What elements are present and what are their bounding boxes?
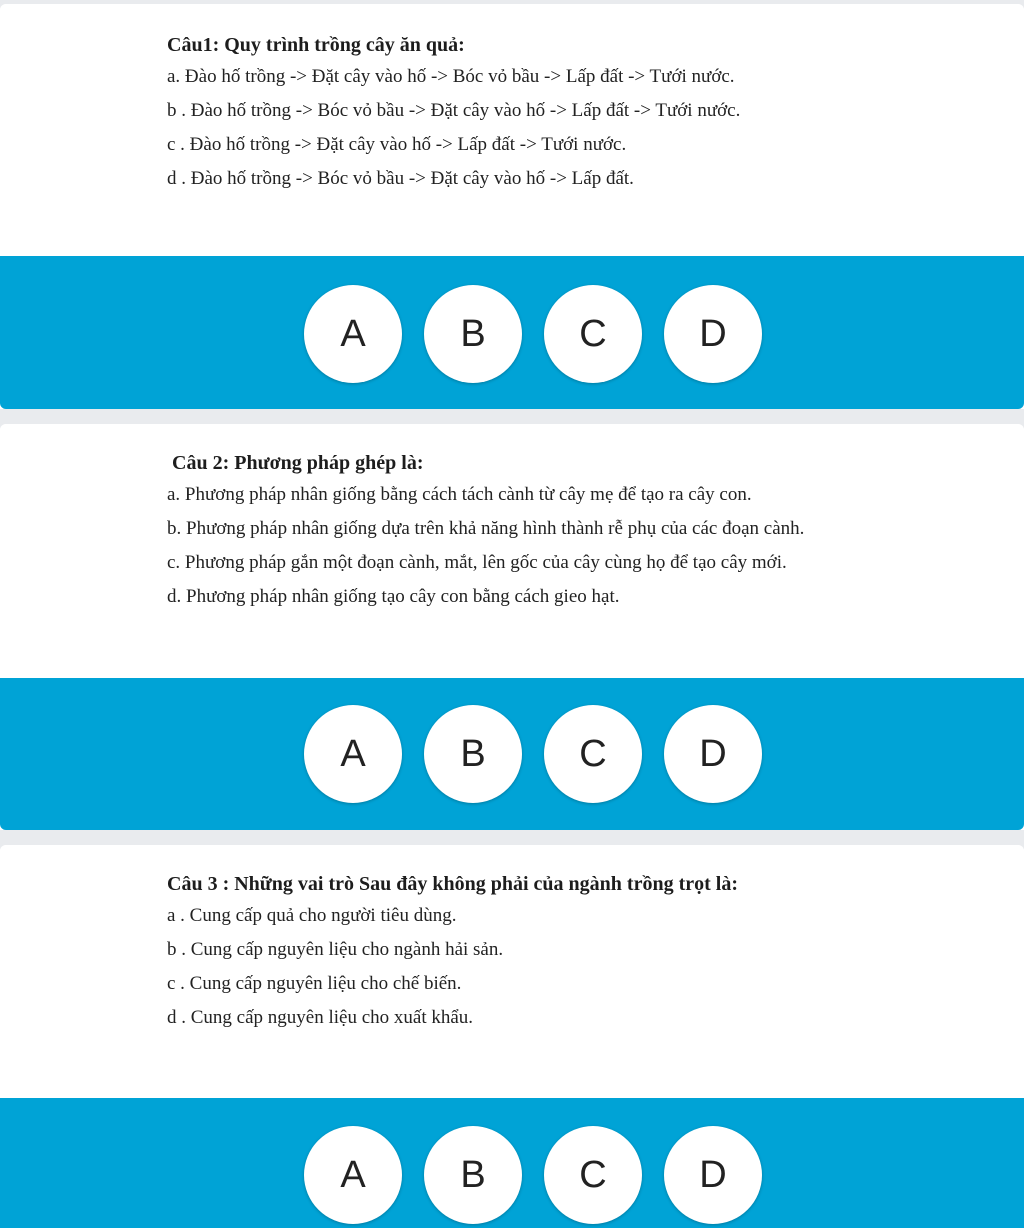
option-d: d. Phương pháp nhân giống tạo cây con bằng cách gieo hạt.	[167, 586, 620, 607]
answer-c-button[interactable]: C	[544, 285, 642, 383]
answer-bar	[0, 678, 1024, 830]
option-c: c . Cung cấp nguyên liệu cho chế biến.	[167, 973, 462, 994]
question-title: Câu1: Quy trình trồng cây ăn quả:	[167, 34, 465, 56]
option-a: a. Đào hố trồng -> Đặt cây vào hố -> Bóc vỏ bầu -> Lấp đất -> Tưới nước.	[167, 66, 735, 87]
answer-b-button[interactable]: B	[424, 285, 522, 383]
option-c: c . Đào hố trồng -> Đặt cây vào hố -> Lấp đất -> Tưới nước.	[167, 134, 627, 155]
answer-c-button[interactable]: C	[544, 705, 642, 803]
answer-bar	[0, 256, 1024, 409]
answer-a-button[interactable]: A	[304, 285, 402, 383]
option-b: b . Cung cấp nguyên liệu cho ngành hải sản.	[167, 939, 504, 960]
answer-d-button[interactable]: D	[664, 285, 762, 383]
question-card-1	[0, 4, 1024, 409]
question-card-3	[0, 845, 1024, 1228]
answer-d-button[interactable]: D	[664, 1126, 762, 1224]
option-a: a . Cung cấp quả cho người tiêu dùng.	[167, 905, 457, 926]
answer-a-button[interactable]: A	[304, 1126, 402, 1224]
question-panel	[0, 4, 1024, 256]
option-c: c. Phương pháp gắn một đoạn cành, mắt, lên gốc của cây cùng họ để tạo cây mới.	[167, 552, 787, 573]
question-title: Câu 3 : Những vai trò Sau đây không phải của ngành trồng trọt là:	[167, 873, 738, 895]
option-d: d . Đào hố trồng -> Bóc vỏ bầu -> Đặt cây vào hố -> Lấp đất.	[167, 168, 634, 189]
question-card-2	[0, 424, 1024, 830]
answer-b-button[interactable]: B	[424, 705, 522, 803]
option-b: b. Phương pháp nhân giống dựa trên khả năng hình thành rễ phụ của các đoạn cành.	[167, 518, 805, 539]
option-d: d . Cung cấp nguyên liệu cho xuất khẩu.	[167, 1007, 474, 1028]
answer-c-button[interactable]: C	[544, 1126, 642, 1224]
question-panel	[0, 424, 1024, 678]
answer-b-button[interactable]: B	[424, 1126, 522, 1224]
option-b: b . Đào hố trồng -> Bóc vỏ bầu -> Đặt cây vào hố -> Lấp đất -> Tưới nước.	[167, 100, 741, 121]
question-panel	[0, 845, 1024, 1098]
answer-d-button[interactable]: D	[664, 705, 762, 803]
answer-a-button[interactable]: A	[304, 705, 402, 803]
option-a: a. Phương pháp nhân giống bằng cách tách cành từ cây mẹ để tạo ra cây con.	[167, 484, 752, 505]
question-title: Câu 2: Phương pháp ghép là:	[172, 452, 424, 474]
answer-bar	[0, 1098, 1024, 1228]
